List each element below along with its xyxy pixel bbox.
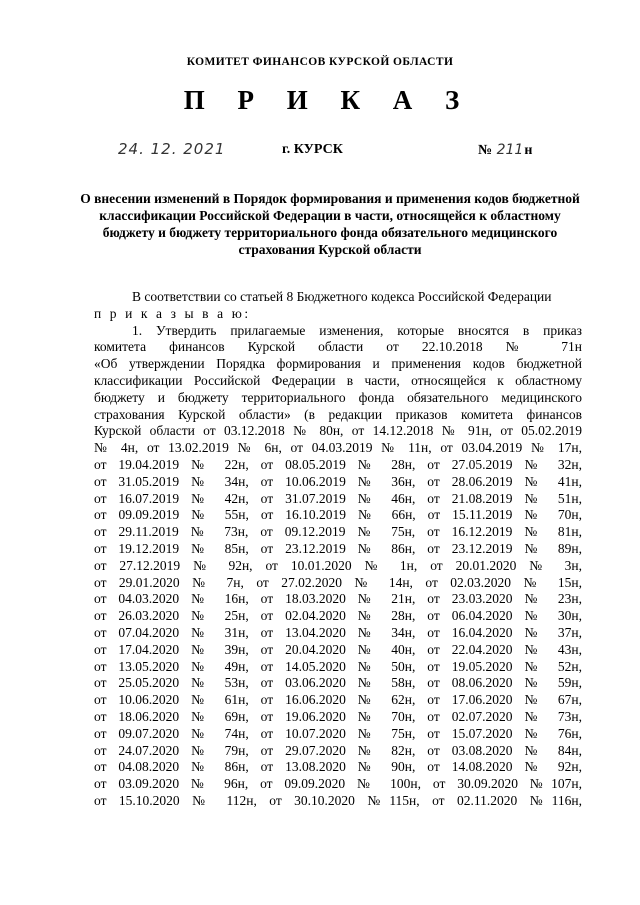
item-1-line: от 17.04.2020 № 39н, от 20.04.2020 № 40н, от 22.04.2020 № 43н, (94, 641, 582, 657)
item-1-line: страхования Курской области» (в редакции приказов комитета финансов (94, 406, 582, 422)
header-row (0, 140, 640, 164)
order-word: п р и к а з ы в а ю: (94, 305, 251, 321)
order-number (478, 142, 532, 159)
item-1-line: от 29.01.2020 № 7н, от 27.02.2020 № 14н, от 02.03.2020 № 15н, (94, 574, 582, 590)
city-name: г. КУРСК (282, 142, 343, 157)
item-1-line: от 18.06.2020 № 69н, от 19.06.2020 № 70н, от 02.07.2020 № 73н, (94, 708, 582, 724)
item-1-line: от 24.07.2020 № 79н, от 29.07.2020 № 82н, от 03.08.2020 № 84н, (94, 742, 582, 758)
handwritten-number: 211 (496, 142, 524, 158)
item-1-line: от 04.03.2020 № 16н, от 18.03.2020 № 21н, от 23.03.2020 № 23н, (94, 591, 582, 607)
item-1-line: от 10.06.2020 № 61н, от 16.06.2020 № 62н, от 17.06.2020 № 67н, (94, 692, 582, 708)
item-1-line: комитета финансов Курской области от 22.10.2018 № 71н (94, 339, 582, 355)
item-1-line: от 09.07.2020 № 74н, от 10.07.2020 № 75н, от 15.07.2020 № 76н, (94, 725, 582, 741)
number-suffix: н (524, 143, 533, 158)
item-1-line: Курской области от 03.12.2018 № 80н, от 14.12.2018 № 91н, от 05.02.2019 (94, 423, 582, 439)
number-sign: № (478, 143, 493, 158)
item-1-line: 1. Утвердить прилагаемые изменения, которые вносятся в приказ (132, 322, 582, 338)
item-1-line: классификации Российской Федерации в части, относящейся к областному (94, 372, 582, 388)
order-body (94, 289, 582, 810)
item-1-line: от 25.05.2020 № 53н, от 03.06.2020 № 58н, от 08.06.2020 № 59н, (94, 675, 582, 691)
preamble: В соответствии со статьей 8 Бюджетного кодекса Российской Федерации (132, 289, 552, 304)
item-1-line: от 19.04.2019 № 22н, от 08.05.2019 № 28н, от 27.05.2019 № 32н, (94, 456, 582, 472)
committee-name: КОМИТЕТ ФИНАНСОВ КУРСКОЙ ОБЛАСТИ (186, 56, 454, 68)
document-title: П Р И К А З (183, 85, 473, 115)
item-1-line: от 07.04.2020 № 31н, от 13.04.2020 № 34н, от 16.04.2020 № 37н, (94, 624, 582, 640)
item-1-line: от 15.10.2020 № 112н, от 30.10.2020 №115н, от 02.11.2020 №116н, (94, 792, 582, 808)
item-1-line: от 16.07.2019 № 42н, от 31.07.2019 № 46н, от 21.08.2019 № 51н, (94, 490, 582, 506)
item-1 (94, 323, 582, 810)
item-1-line: № 4н, от 13.02.2019 № 6н, от 04.03.2019 № 11н, от 03.04.2019 № 17н, (94, 440, 582, 456)
handwritten-date: 24. 12. 2021 (118, 140, 226, 158)
item-1-line: от 03.09.2020 № 96н, от 09.09.2020 № 100н, от 30.09.2020 №107н, (94, 776, 582, 792)
item-1-line: от 19.12.2019 № 85н, от 23.12.2019 № 86н, от 23.12.2019 № 89н, (94, 540, 582, 556)
item-1-line: от 09.09.2019 № 55н, от 16.10.2019 № 66н, от 15.11.2019 № 70н, (94, 507, 582, 523)
item-1-line: от 04.08.2020 № 86н, от 13.08.2020 № 90н, от 14.08.2020 № 92н, (94, 759, 582, 775)
item-1-line: от 31.05.2019 № 34н, от 10.06.2019 № 36н, от 28.06.2019 № 41н, (94, 473, 582, 489)
order-subject: О внесении изменений в Порядок формирования и применения кодов бюджетной классификации Российской Федерации в части, относящейся к областному бюджету и бюджету территориального фонда обязательного медицинского страхования Курской области (80, 191, 580, 257)
item-1-line: от 13.05.2020 № 49н, от 14.05.2020 № 50н, от 19.05.2020 № 52н, (94, 658, 582, 674)
item-1-line: от 29.11.2019 № 73н, от 09.12.2019 № 75н, от 16.12.2019 № 81н, (94, 524, 582, 540)
item-1-line: от 27.12.2019 № 92н, от 10.01.2020 № 1н, от 20.01.2020 № 3н, (94, 557, 582, 573)
item-1-line: «Об утверждении Порядка формирования и применения кодов бюджетной (94, 356, 582, 372)
item-1-line: бюджету и бюджету территориального фонда обязательного медицинского (94, 389, 582, 405)
item-1-line: от 26.03.2020 № 25н, от 02.04.2020 № 28н, от 06.04.2020 № 30н, (94, 608, 582, 624)
